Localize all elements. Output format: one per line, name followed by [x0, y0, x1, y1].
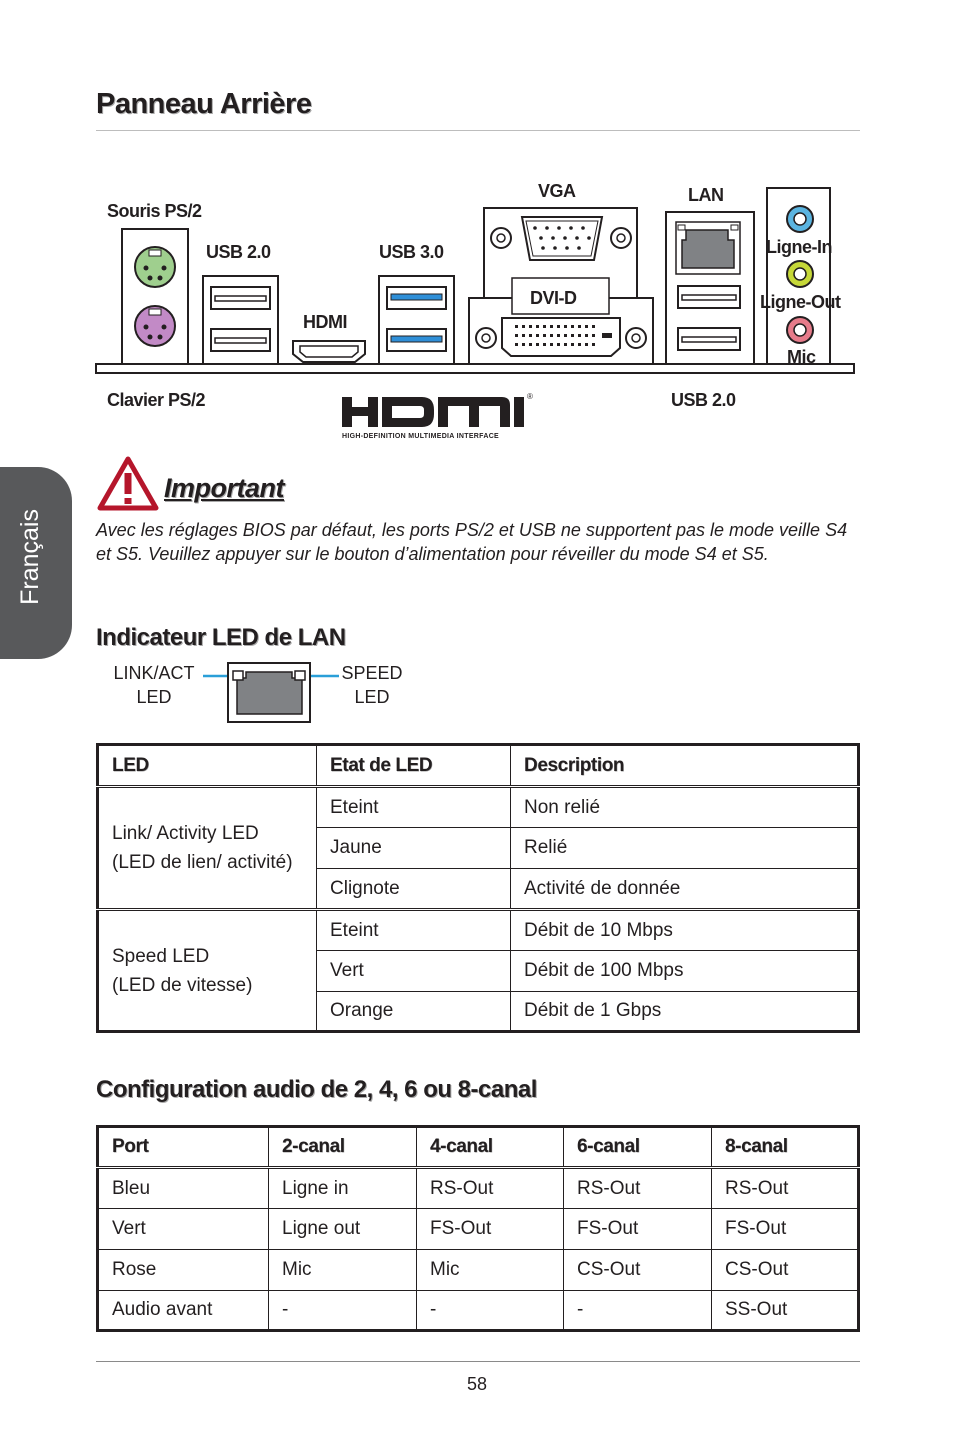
label-lan: LAN — [688, 185, 724, 205]
header-cell: Etat de LED — [317, 745, 511, 787]
lan-jack-illustration — [200, 660, 342, 726]
hdmi-logo-registered: ® — [527, 392, 533, 401]
table-row — [98, 1250, 859, 1291]
language-side-tab-label: Français — [16, 509, 44, 605]
table-row — [98, 910, 859, 951]
led-group-cell — [98, 787, 317, 910]
label-usb30: USB 3.0 — [379, 242, 444, 262]
title-divider — [96, 130, 860, 131]
header-cell: 2-canal — [269, 1127, 417, 1168]
led-state-cell: Eteint — [317, 910, 511, 951]
led-desc-cell: Activité de donnée — [511, 869, 859, 910]
label-usb20-right: USB 2.0 — [671, 390, 736, 410]
lan-usb-ports — [666, 212, 754, 364]
speed-led-label — [336, 661, 408, 709]
link-act-label-line1: LINK/ACT — [113, 663, 195, 683]
table-cell: CS-Out — [564, 1250, 712, 1291]
warning-icon — [97, 456, 159, 512]
hdmi-logo-tagline: HIGH-DEFINITION MULTIMEDIA INTERFACE — [342, 433, 500, 440]
label-usb20-left: USB 2.0 — [206, 242, 271, 262]
hdmi-logo-graphic — [342, 397, 524, 427]
lan-led-table — [96, 743, 860, 1033]
label-dvid: DVI-D — [530, 288, 577, 308]
led-state-cell: Orange — [317, 992, 511, 1032]
led-state-cell: Eteint — [317, 787, 511, 828]
table-row — [98, 1291, 859, 1331]
audio-jacks — [767, 188, 830, 364]
table-cell: CS-Out — [712, 1250, 859, 1291]
table-cell: RS-Out — [417, 1168, 564, 1209]
led-group-name-detail: (LED de vitesse) — [112, 974, 253, 996]
table-cell: Audio avant — [98, 1291, 269, 1331]
hdmi-port — [293, 341, 365, 362]
table-cell: Rose — [98, 1250, 269, 1291]
led-group-cell — [98, 910, 317, 1032]
page-number: 58 — [466, 1374, 488, 1394]
speed-label-line1: SPEED — [341, 663, 403, 683]
header-cell: 6-canal — [564, 1127, 712, 1168]
led-group-name: Link/ Activity LED — [112, 823, 259, 844]
table-cell: RS-Out — [564, 1168, 712, 1209]
table-cell: RS-Out — [712, 1168, 859, 1209]
table-row — [98, 787, 859, 828]
language-side-tab — [0, 467, 72, 659]
header-cell: 8-canal — [712, 1127, 859, 1168]
led-desc-cell: Non relié — [511, 787, 859, 828]
table-cell: Mic — [417, 1250, 564, 1291]
lan-led-table-header — [98, 745, 859, 787]
table-cell: Vert — [98, 1209, 269, 1250]
audio-config-heading: Configuration audio de 2, 4, 6 ou 8-canal — [96, 1076, 537, 1103]
label-line-out: Ligne-Out — [760, 292, 841, 312]
table-cell: SS-Out — [712, 1291, 859, 1331]
label-hdmi: HDMI — [303, 312, 347, 332]
table-cell: Ligne in — [269, 1168, 417, 1209]
link-act-led-label — [104, 661, 204, 709]
led-group-name-detail: (LED de lien/ activité) — [112, 852, 293, 873]
header-cell: 4-canal — [417, 1127, 564, 1168]
table-cell: - — [564, 1291, 712, 1331]
label-line-in: Ligne-In — [766, 237, 832, 257]
table-cell: - — [269, 1291, 417, 1331]
link-act-label-line2: LED — [136, 687, 172, 707]
important-note: Avec les réglages BIOS par défaut, les ports PS/2 et USB ne supportent pas le mode veille S4 et S5. Veuillez appuyer sur le bouton d’alimentation pour réveiller du mode S4 et S5. — [96, 520, 848, 564]
led-desc-cell: Débit de 10 Mbps — [511, 910, 859, 951]
table-cell: FS-Out — [564, 1209, 712, 1250]
led-desc-cell: Débit de 1 Gbps — [511, 992, 859, 1032]
vga-dvi-ports — [469, 208, 653, 364]
led-state-cell: Vert — [317, 951, 511, 992]
label-ps2-keyboard: Clavier PS/2 — [107, 390, 206, 410]
usb30-ports — [379, 276, 454, 364]
table-row — [98, 1209, 859, 1250]
back-panel-diagram — [90, 175, 865, 450]
header-cell: LED — [98, 745, 317, 787]
label-ps2-mouse: Souris PS/2 — [107, 201, 202, 221]
led-group-name: Speed LED — [112, 945, 210, 967]
important-heading: Important — [164, 473, 284, 503]
panel-base — [96, 364, 854, 373]
table-cell: FS-Out — [712, 1209, 859, 1250]
audio-table-header — [98, 1127, 859, 1168]
table-cell: Bleu — [98, 1168, 269, 1209]
led-state-cell: Jaune — [317, 828, 511, 869]
page-title: Panneau Arrière — [96, 88, 312, 120]
label-vga: VGA — [538, 181, 576, 201]
led-desc-cell: Débit de 100 Mbps — [511, 951, 859, 992]
table-cell: Ligne out — [269, 1209, 417, 1250]
ps2-ports — [122, 229, 188, 364]
usb20-left-ports — [203, 276, 278, 364]
table-cell: FS-Out — [417, 1209, 564, 1250]
lan-led-heading: Indicateur LED de LAN — [96, 624, 346, 651]
table-cell: Mic — [269, 1250, 417, 1291]
led-desc-cell: Relié — [511, 828, 859, 869]
header-cell: Description — [511, 745, 859, 787]
led-state-cell: Clignote — [317, 869, 511, 910]
table-cell: - — [417, 1291, 564, 1331]
speed-label-line2: LED — [354, 687, 390, 707]
header-cell: Port — [98, 1127, 269, 1168]
table-row — [98, 1168, 859, 1209]
footer-divider — [96, 1361, 860, 1362]
label-mic: Mic — [787, 347, 816, 367]
audio-config-table — [96, 1125, 860, 1332]
